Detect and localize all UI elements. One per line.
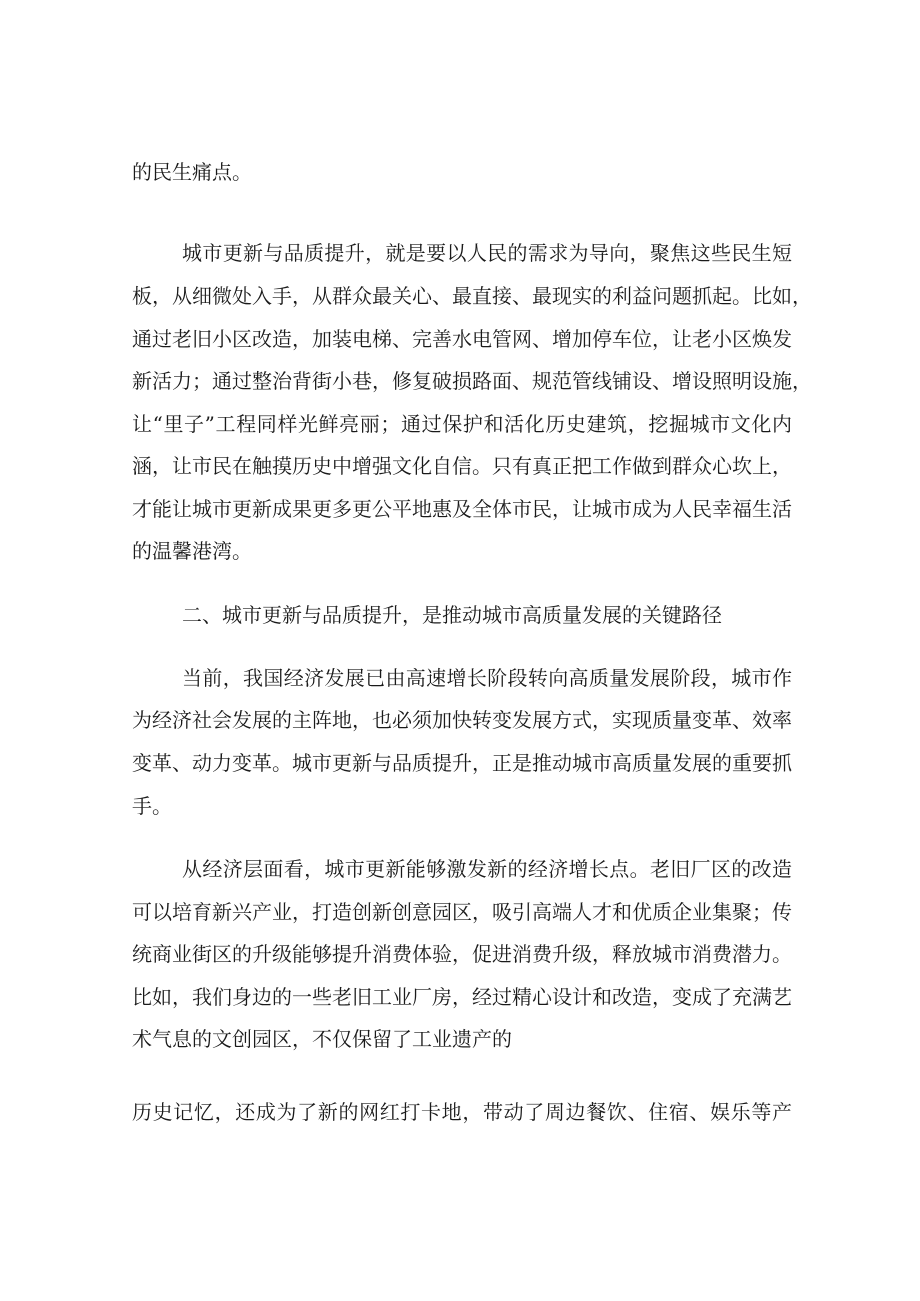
text-line: 统商业街区的升级能够提升消费体验，促进消费升级，释放城市消费潜力。 xyxy=(132,942,792,966)
text-line: 城市更新与品质提升，就是要以人民的需求为导向，聚焦这些民生短 xyxy=(182,241,792,265)
text-line: 为经济社会发展的主阵地，也必须加快转变发展方式，实现质量变革、效率 xyxy=(132,708,792,732)
text-line: 从经济层面看，城市更新能够激发新的经济增长点。老旧厂区的改造 xyxy=(182,857,792,881)
text-line: 板，从细微处入手，从群众最关心、最直接、最现实的利益问题抓起。比如， xyxy=(132,284,812,308)
text-line: 可以培育新兴产业，打造创新创意园区，吸引高端人才和优质企业集聚；传 xyxy=(132,900,792,924)
text-line: 变革、动力变革。城市更新与品质提升，正是推动城市高质量发展的重要抓 xyxy=(132,751,792,775)
text-line: 的民生痛点。 xyxy=(132,160,252,184)
text-line: 术气息的文创园区，不仅保留了工业遗产的 xyxy=(132,1027,512,1051)
text-line: 手。 xyxy=(132,794,172,818)
text-line: 涵，让市民在触摸历史中增强文化自信。只有真正把工作做到群众心坎上， xyxy=(132,454,792,478)
text-line: 比如，我们身边的一些老旧工业厂房，经过精心设计和改造，变成了充满艺 xyxy=(132,985,792,1009)
text-line: 的温馨港湾。 xyxy=(132,539,252,563)
text-line: 当前，我国经济发展已由高速增长阶段转向高质量发展阶段，城市作 xyxy=(182,666,792,690)
text-line: 才能让城市更新成果更多更公平地惠及全体市民，让城市成为人民幸福生活 xyxy=(132,497,792,521)
text-line: 通过老旧小区改造，加装电梯、完善水电管网、增加停车位，让老小区焕发 xyxy=(132,327,792,351)
text-line: 历史记忆，还成为了新的网红打卡地，带动了周边餐饮、住宿、娱乐等产 xyxy=(132,1100,792,1124)
text-line: 让“里子”工程同样光鲜亮丽；通过保护和活化历史建筑，挖掘城市文化内 xyxy=(132,412,792,436)
text-line: 新活力；通过整治背街小巷，修复破损路面、规范管线铺设、增设照明设施， xyxy=(132,369,812,393)
section-heading: 二、城市更新与品质提升，是推动城市高质量发展的关键路径 xyxy=(182,603,722,627)
